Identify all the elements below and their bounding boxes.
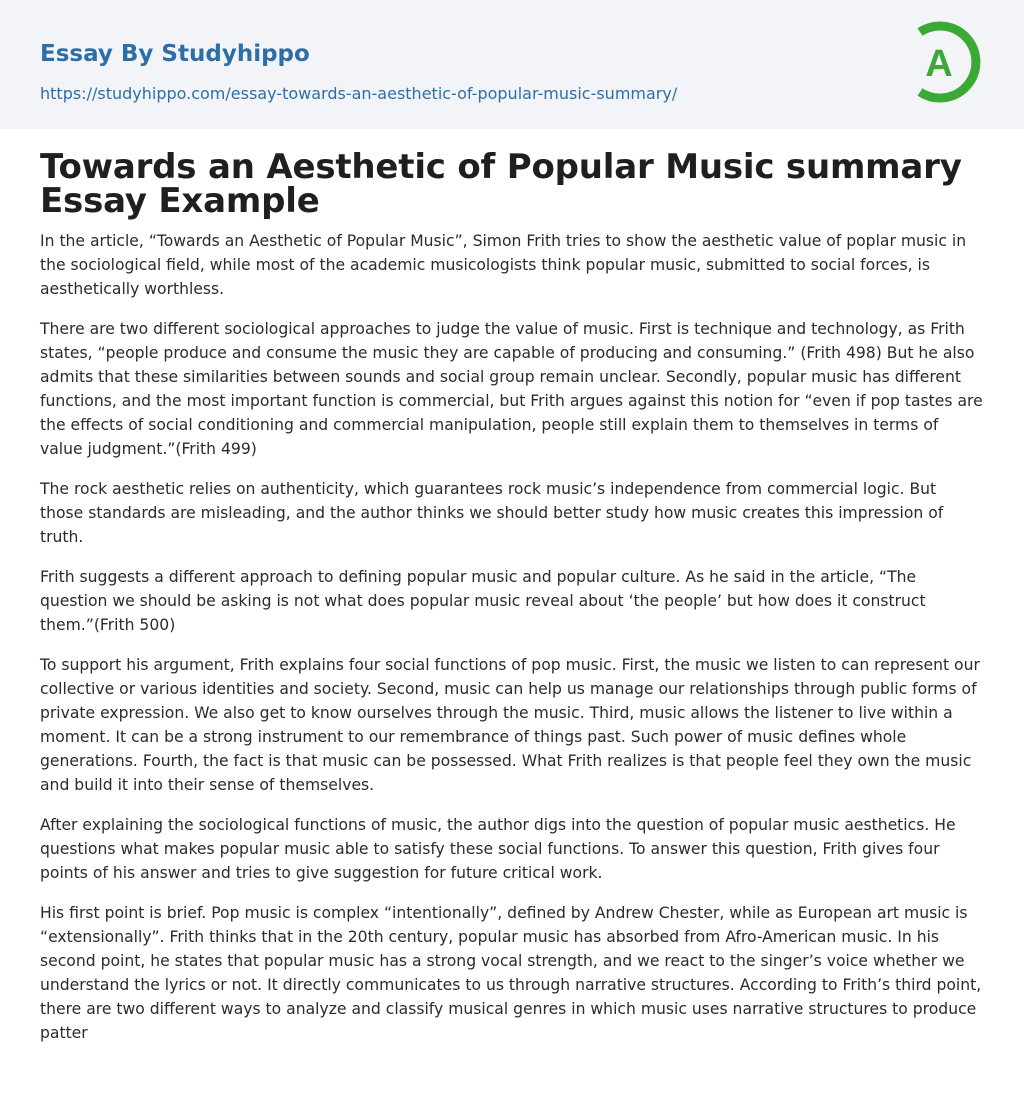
- article-paragraph: His first point is brief. Pop music is complex “intentionally”, defined by Andrew Chester, while as European art music is “extensionally”. Frith thinks that in the 20th century, popular music has absorbed from Afro-American music. In his second point, he states that popular music has a strong vocal strength, and we react to the singer’s voice whether we understand the lyrics or not. It directly communicates to us through narrative structures. According to Frith’s third point, there are two different ways to analyze and classify musical genres in which music uses narrative structures to produce patter: [40, 904, 982, 1042]
- site-header: [0, 0, 1024, 129]
- article: [0, 147, 1024, 1045]
- logo-letter: A: [925, 43, 953, 85]
- article-paragraph: Frith suggests a different approach to defining popular music and popular culture. As he said in the article, “The question we should be asking is not what does popular music reveal about ‘the people’ but how does it construct them.”(Frith 500): [40, 568, 926, 634]
- article-paragraph: After explaining the sociological functions of music, the author digs into the question of popular music aesthetics. He questions what makes popular music able to satisfy these social functions. To answer this question, Frith gives four points of his answer and tries to give suggestion for future critical work.: [40, 816, 956, 882]
- page-title: Towards an Aesthetic of Popular Music summary Essay Example: [40, 147, 962, 221]
- article-paragraph: In the article, “Towards an Aesthetic of Popular Music”, Simon Frith tries to show the aesthetic value of poplar music in the sociological field, while most of the academic musicologists think popular music, submitted to social forces, is aesthetically worthless.: [40, 232, 967, 298]
- brand-title[interactable]: Essay By Studyhippo: [40, 41, 310, 67]
- source-url-link[interactable]: https://studyhippo.com/essay-towards-an-aesthetic-of-popular-music-summary/: [40, 84, 678, 103]
- studyhippo-logo-icon[interactable]: [906, 18, 988, 106]
- article-paragraph: There are two different sociological approaches to judge the value of music. First is technique and technology, as Frith states, “people produce and consume the music they are capable of producing and consuming.” (Frith 498) But he also admits that these similarities between sounds and social group remain unclear. Secondly, popular music has different functions, and the most important function is commercial, but Frith argues against this notion for “even if pop tastes are the effects of social conditioning and commercial manipulation, people still explain them to themselves in terms of value judgment.”(Frith 499): [40, 320, 983, 458]
- article-paragraph: The rock aesthetic relies on authenticity, which guarantees rock music’s independence from commercial logic. But those standards are misleading, and the author thinks we should better study how music creates this impression of truth.: [40, 480, 944, 546]
- article-paragraph: To support his argument, Frith explains four social functions of pop music. First, the music we listen to can represent our collective or various identities and society. Second, music can help us manage our relationships through public forms of private expression. We also get to know ourselves through the music. Third, music allows the listener to live within a moment. It can be a strong instrument to our remembrance of things past. Such power of music defines whole generations. Fourth, the fact is that music can be possessed. What Frith realizes is that people feel they own the music and build it into their sense of themselves.: [40, 656, 980, 794]
